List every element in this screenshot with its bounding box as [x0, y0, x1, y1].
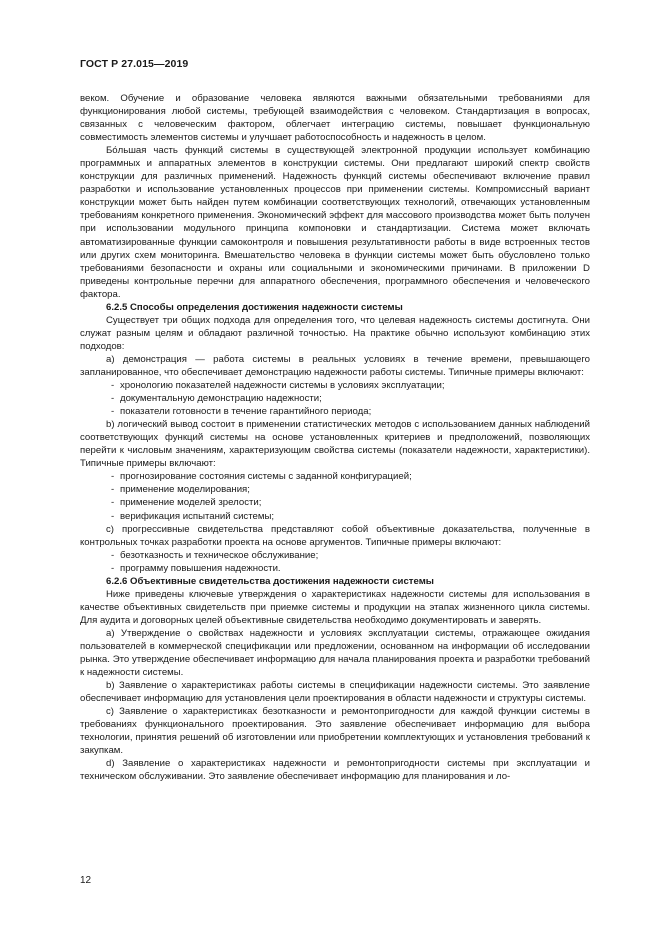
document-body [80, 92, 590, 783]
paragraph: веком. Обучение и образование человека являются важными обязательными требованиями для функционирования любой системы, требующей взаимодействия с человеком. Стандартизация в вопросах, связанных с человеческим фактором, облегчает интеграцию системы, повышает функциональную совместимость элементов системы и улучшает работоспособность и надежность в целом. [80, 93, 590, 144]
section-heading: 6.2.5 Способы определения достижения надежности системы [106, 301, 403, 313]
document-header: ГОСТ Р 27.015—2019 [80, 58, 189, 70]
paragraph: b) логический вывод состоит в применении статистических методов с использованием данных наблюдений соответствующих функций системы на основе установленных критериев и предположений, позволяющих перейти к числовым значениям, характеризующим свойства системы (показатели надежности, характеристики). Типичные примеры включают: [80, 419, 590, 470]
list-item: - применение моделирования; [80, 483, 590, 496]
paragraph: d) Заявление о характеристиках надежности и ремонтопригодности системы при эксплуатации и техническом обслуживании. Это заявление обеспечивает информацию для планирования и ло- [80, 758, 590, 783]
list-item: - хронологию показателей надежности системы в условиях эксплуатации; [80, 379, 590, 392]
list-item: - прогнозирование состояния системы с заданной конфигурацией; [80, 470, 590, 483]
list-item: - программу повышения надежности. [80, 562, 590, 575]
paragraph: b) Заявление о характеристиках работы системы в спецификации надежности системы. Это заявление обеспечивает информацию для установления цели проектирования в области надежности и структуры системы. [80, 680, 590, 705]
list-item: - документальную демонстрацию надежности; [80, 392, 590, 405]
list-item: - применение моделей зрелости; [80, 496, 590, 509]
paragraph: Ниже приведены ключевые утверждения о характеристиках надежности системы для использования в качестве объективных свидетельств при приемке системы и продукции на этапах жизненного цикла системы. Для аудита и договорных целей объективные свидетельства необходимо документировать и заверять. [80, 588, 590, 626]
section-heading: 6.2.6 Объективные свидетельства достижения надежности системы [106, 575, 434, 587]
list-item: - показатели готовности в течение гарантийного периода; [80, 405, 590, 418]
paragraph: a) демонстрация — работа системы в реальных условиях в течение времени, превышающего запланированное, что обеспечивает демонстрацию надежности работы системы. Типичные примеры включают: [80, 353, 590, 378]
list-item: - безотказность и техническое обслуживание; [80, 549, 590, 562]
page-number: 12 [80, 875, 92, 886]
paragraph: Существует три общих подхода для определения того, что целевая надежность системы достигнута. Они служат разным целям и обладают различной точностью. На практике обычно используют комбинацию этих подходов: [80, 314, 590, 352]
paragraph: c) прогрессивные свидетельства представляют собой объективные доказательства, полученные в контрольных точках разработки проекта на основе аргументов. Типичные примеры включают: [80, 523, 590, 548]
list-item: - верификация испытаний системы; [80, 510, 590, 523]
paragraph: a) Утверждение о свойствах надежности и условиях эксплуатации системы, отражающее ожидания пользователей в коммерческой спецификации или предложении, основанном на информации об исследовании рынка. Это утверждение обеспечивает информацию для начала планирования проекта и разработки требований к надежности системы. [80, 627, 590, 679]
paragraph: Бо́льшая часть функций системы в существующей электронной продукции использует комбинацию программных и аппаратных элементов в конструкции системы. Они предлагают широкий спектр свойств конструкции для различных применений. Надежность функций системы обеспечивают включение правил разработки и использование установленных процессов при применении системы. Компромиссный вариант конструкции может быть найден путем комбинации соответствующих технологий, отвечающих установленным требованиям конкретного применения. Экономический эффект для массового производства может быть получен при использовании модульного принципа компоновки и стандартизации. Система может включать автоматизированные функции самоконтроля и повышения результативности работы в виде встроенных тестов или других схем мониторинга. Вмешательство человека в функции системы может быть обусловлено только требованиями безопасности и охраны или социальными и экономическими причинами. В приложении D приведены контрольные перечни для аппаратного обеспечения, программного обеспечения и человеческого фактора. [80, 145, 590, 300]
paragraph: c) Заявление о характеристиках безотказности и ремонтопригодности для каждой функции системы в требованиях функционального проектирования. Это заявление обеспечивает информацию для выбора технологии, принятия решений об изготовлении или приобретении комплектующих и установления требований к закупкам. [80, 706, 590, 757]
